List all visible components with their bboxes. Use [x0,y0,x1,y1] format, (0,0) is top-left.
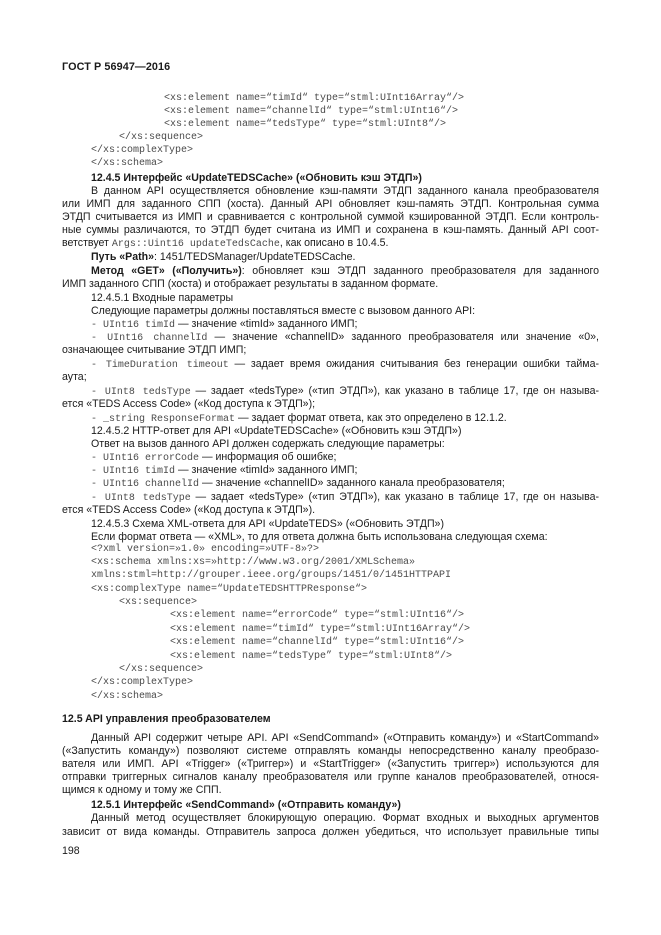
document-header: ГОСТ Р 56947—2016 [62,61,171,73]
text-run: — значение «channelID» заданного преобразователя или значение «0», [207,331,599,343]
inline-code: - UInt8 tedsType [91,493,191,504]
paragraph-line: Ответ на вызов данного API должен содержать следующие параметры: [91,438,445,450]
subsection-heading: 12.4.5.2 HTTP-ответ для API «UpdateTEDSCache» («Обновить кэш ЭТДП») [91,425,462,437]
paragraph-line: вателя или ИМП. API «Trigger» («Триггер») и «StartTrigger» («Запустить триггер») используются для [62,758,599,770]
inline-code: - UInt16 timId [91,320,176,331]
inline-code: - UInt8 tedsType [91,387,191,398]
paragraph-line [62,237,389,251]
paragraph-line: ЭТДП считывается из ИМП и сравнивается с контрольной суммой кэшированной ЭТДП. Если контроль- [62,211,599,223]
inline-code: - UInt16 timId [91,466,176,477]
list-item [91,358,599,372]
paragraph-line: Если формат ответа — «XML», то для ответа должна быть использована следующая схема: [91,531,548,543]
paragraph-line: щимся к одному и тому же СПП. [62,784,222,796]
list-item [91,477,505,491]
paragraph-line: Следующие параметры должны поставляться вместе с вызовом данного API: [91,305,476,317]
list-item [91,318,357,332]
code-line: <xs:sequence> [119,597,198,608]
section-heading: 12.5.1 Интерфейс «SendCommand» («Отправить команду») [91,799,401,811]
list-item-cont: аута; [62,371,87,383]
paragraph-line: Данный метод осуществляет блокирующую операцию. Формат входных и выходных аргументов [91,812,599,824]
paragraph-line: («Запустить команду») позволяют системе отправлять команды непосредственно каналу преобразо- [62,745,599,757]
text-run: — информация об ошибке; [199,451,337,463]
paragraph-line: или ИМП для заданного СПП (хоста). Данный API обновляет кэш-память ЭТДП. Контрольная сумма [62,198,599,210]
text-run: — задает время ожидания считывания без генерации ошибки тайма- [228,358,599,370]
page-number: 198 [62,845,80,857]
list-item [91,331,599,345]
code-line: </xs:schema> [91,691,164,702]
inline-code: - UInt16 channelId [91,333,208,344]
path-label: Путь «Path» [91,251,155,263]
paragraph-line: ные суммы различаются, то ЭТДП будет считана из ИМП и сохранена в кэш-память. Данный API соот- [62,224,599,236]
list-item [91,464,357,478]
list-item-cont: ется «TEDS Access Code» («Код доступа к ЭТДП»); [62,398,316,410]
paragraph-line: Данный API содержит четыре API. API «SendCommand» («Отправить команду») и «StartCommand» [91,732,599,744]
code-line: </xs:sequence> [119,664,204,675]
paragraph-line: В данном API осуществляется обновление кэш-памяти ЭТДП заданного канала преобразователя [91,185,599,197]
method-label: Метод «GET» («Получить») [91,265,242,277]
code-line: <xs:complexType name=“UpdateTEDSHTTPResponse“> [91,584,368,595]
inline-code: - TimeDuration timeout [91,360,229,371]
code-line: <xs:element name=“tedsType“ type=“stml:UInt8“/> [164,119,447,130]
inline-code: - UInt16 errorCode [91,453,200,464]
code-line: <xs:element name=“channelId“ type=“stml:UInt16“/> [164,106,459,117]
list-item [91,385,599,399]
text-run: — задает «tedsType» («тип ЭТДП»), как указано в таблице 17, где он называ- [190,385,599,397]
text-run: : обновляет кэш ЭТДП заданного преобразователя для заданного [241,265,599,277]
inline-code: - UInt16 channelId [91,479,200,490]
code-line: </xs:sequence> [119,132,204,143]
code-line: </xs:complexType> [91,677,194,688]
code-line: <xs:schema xmlns:xs=»http://www.w3.org/2001/XMLSchema» [91,557,416,568]
paragraph-line: зависит от вида команды. Отправитель запроса должен убедиться, что использует правильные типы [62,826,599,838]
text-run: — задает формат ответа, как это определено в 12.1.2. [235,412,507,424]
list-item [91,412,507,426]
code-line: xmlns:stml=http://grouper.ieee.org/groups/1451/0/1451HTTPAPI [91,570,452,581]
code-line: <xs:element name=“timId“ type=“stml:UInt16Array“/> [164,93,465,104]
paragraph-line: ИМП заданного СПП (хоста) и отображает результаты в заданном формате. [62,278,439,290]
code-line: <?xml version=»1.0» encoding=»UTF-8»?> [91,544,320,555]
list-item [91,491,599,505]
code-line: <xs:element name=“channelId“ type=“stml:UInt16“/> [170,637,465,648]
code-line: </xs:schema> [91,158,164,169]
code-line: <xs:element name=“errorCode“ type=“stml:UInt16“/> [170,610,465,621]
list-item-cont: ется «TEDS Access Code» («Код доступа к ЭТДП»). [62,504,316,516]
text-run: , как описано в 10.4.5. [279,237,389,249]
code-line: </xs:complexType> [91,145,194,156]
text-run: — значение «channelID» заданного канала преобразователя; [199,477,505,489]
inline-code: Args::Uint16 updateTedsCache [111,239,280,250]
subsection-heading: 12.4.5.3 Схема XML-ответа для API «UpdateTEDS» («Обновить ЭТДП») [91,518,444,530]
section-heading: 12.5 API управления преобразователем [62,713,271,725]
list-item [91,451,337,465]
section-heading: 12.4.5 Интерфейс «UpdateTEDSCache» («Обновить кэш ЭТДП») [91,172,422,184]
code-line: <xs:element name=“tedsType” type=“stml:UInt8“/> [170,651,453,662]
inline-code: - _string ResponseFormat [91,414,236,425]
text-run: — значение «timId» заданного ИМП; [175,464,358,476]
method-line [91,265,599,277]
code-line: <xs:element name=“timId“ type=“stml:UInt16Array“/> [170,624,471,635]
text-run: ветствует [62,237,112,249]
text-run: — значение «timId» заданного ИМП; [175,318,358,330]
path-value: : 1451/TEDSManager/UpdateTEDSCache. [154,251,356,263]
paragraph-line: отправки триггерных сигналов каналу преобразователя или группе каналов преобразователей, относя- [62,771,599,783]
text-run: — задает «tedsType» («тип ЭТДП»), как указано в таблице 17, где он называ- [190,491,599,503]
subsection-heading: 12.4.5.1 Входные параметры [91,292,234,304]
list-item-cont: означающее считывание ЭТДП ИМП; [62,344,247,356]
path-line [91,251,355,263]
